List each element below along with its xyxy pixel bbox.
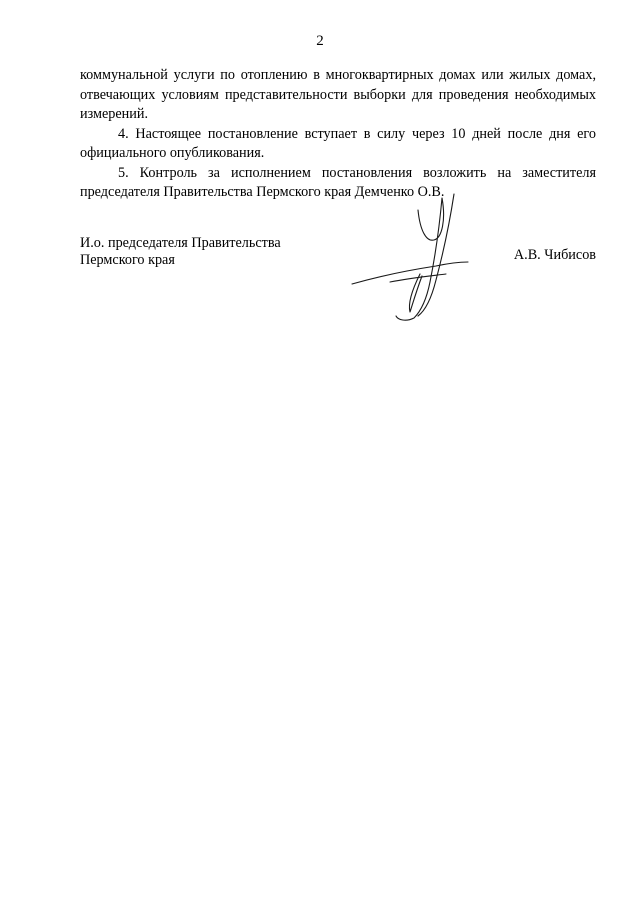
paragraph-item-4: 4. Настоящее постановление вступает в силу через 10 дней после дня его официального опубликования.	[80, 125, 596, 161]
signatory-title-line-1: И.о. председателя Правительства	[80, 235, 281, 251]
paragraph-item-5: 5. Контроль за исполнением постановления возложить на заместителя председателя Правительства Пермского края Демченко О.В.	[80, 164, 596, 200]
signatory-name: А.В. Чибисов	[513, 247, 596, 263]
document-body	[80, 66, 596, 203]
paragraph-continuation: коммунальной услуги по отоплению в многоквартирных домах или жилых домах, отвечающих условиям представительности выборки для проведения необходимых измерений.	[80, 67, 596, 122]
signatory-title	[80, 235, 281, 269]
signatory-title-line-2: Пермского края	[80, 252, 175, 268]
page-number: 2	[316, 33, 324, 49]
handwritten-signature	[350, 190, 475, 322]
